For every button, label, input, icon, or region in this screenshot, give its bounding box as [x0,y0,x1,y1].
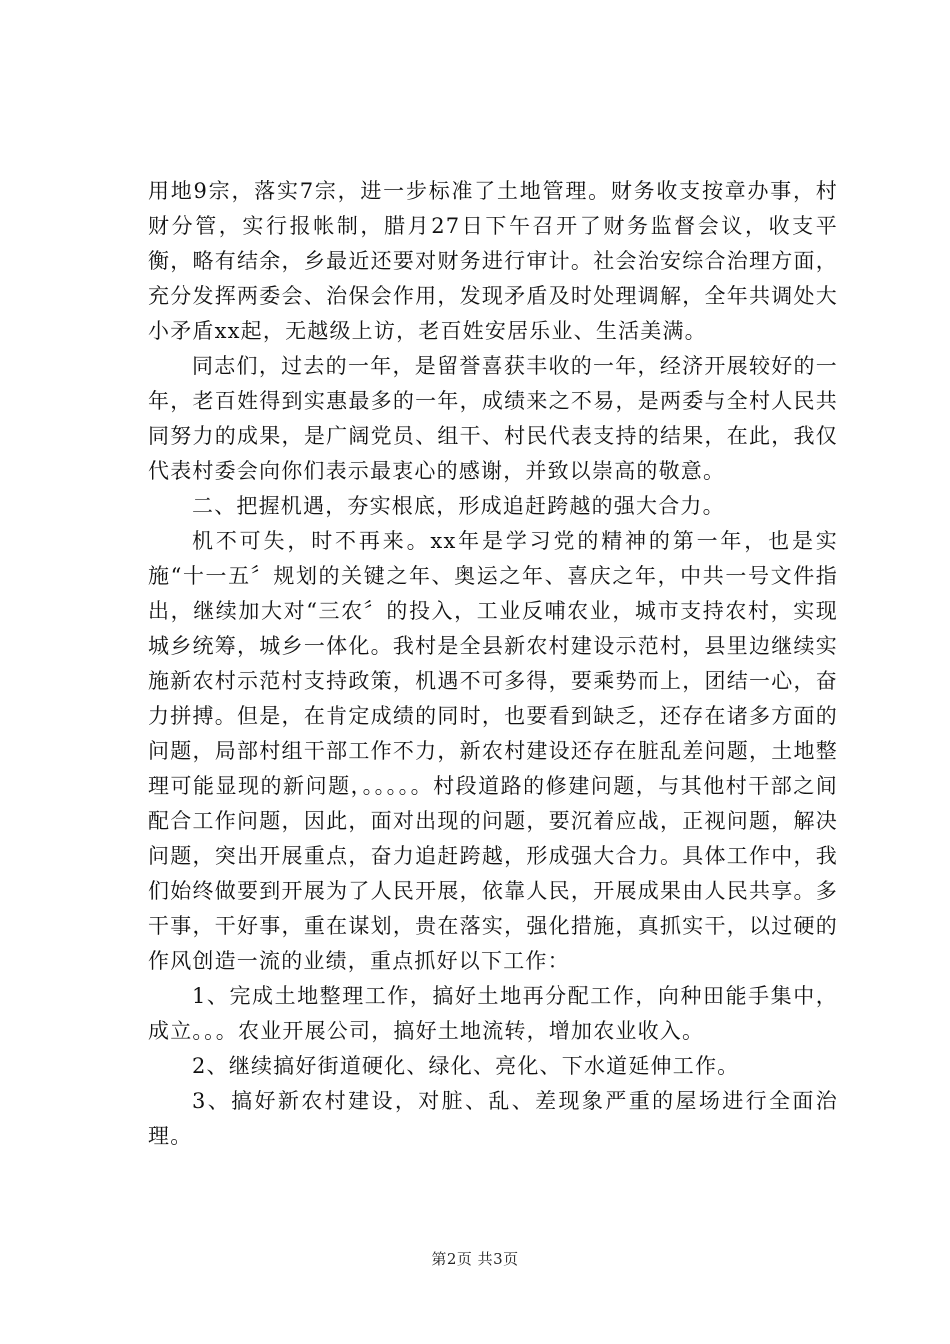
document-body [148,174,838,1154]
list-item-2: 2、继续搞好街道硬化、绿化、亮化、下水道延伸工作。 [192,1054,740,1078]
list-item-3: 3、搞好新农村建设，对脏、乱、差现象严重的屋场进行全面治理。 [148,1089,838,1148]
page-number-footer: 第2页 共3页 [431,1250,519,1268]
list-item-1: 1、完成土地整理工作，搞好土地再分配工作，向种田能手集中，成立。。。农业开展公司，搞好土地流转，增加农业收入。 [148,984,838,1043]
paragraph-1: 用地9宗，落实7宗，进一步标准了土地管理。财务收支按章办事，村财分管，实行报帐制，腊月27日下午召开了财务监督会议，收支平衡，略有结余，乡最近还要对财务进行审计。社会治安综合治理方面，充分发挥两委会、治保会作用，发现矛盾及时处理调解，全年共调处大小矛盾xx起，无越级上访，老百姓安居乐业、生活美满。 [148,179,838,343]
section-heading-2: 二、把握机遇，夯实根底，形成追赶跨越的强大合力。 [192,494,725,518]
paragraph-2: 同志们，过去的一年，是留誉喜获丰收的一年，经济开展较好的一年，老百姓得到实惠最多的一年，成绩来之不易，是两委与全村人民共同努力的成果，是广阔党员、组干、村民代表支持的结果，在此，我仅代表村委会向你们表示最衷心的感谢，并致以崇高的敬意。 [148,354,838,483]
paragraph-4: 机不可失，时不再来。xx年是学习党的精神的第一年，也是实施“十一五〞规划的关键之年、奥运之年、喜庆之年，中共一号文件指出，继续加大对“三农〞的投入，工业反哺农业，城市支持农村，实现城乡统筹，城乡一体化。我村是全县新农村建设示范村，县里边继续实施新农村示范村支持政策，机遇不可多得，要乘势而上，团结一心，奋力拼搏。但是，在肯定成绩的同时，也要看到缺乏，还存在诸多方面的问题，局部村组干部工作不力，新农村建设还存在脏乱差问题，土地整理可能显现的新问题，。。。。。村段道路的修建问题，与其他村干部之间配合工作问题，因此，面对出现的问题，要沉着应战，正视问题，解决问题，突出开展重点，奋力追赶跨越，形成强大合力。具体工作中，我们始终做要到开展为了人民开展，依靠人民，开展成果由人民共享。多干事，干好事，重在谋划，贵在落实，强化措施，真抓实干，以过硬的作风创造一流的业绩，重点抓好以下工作： [148,529,838,973]
